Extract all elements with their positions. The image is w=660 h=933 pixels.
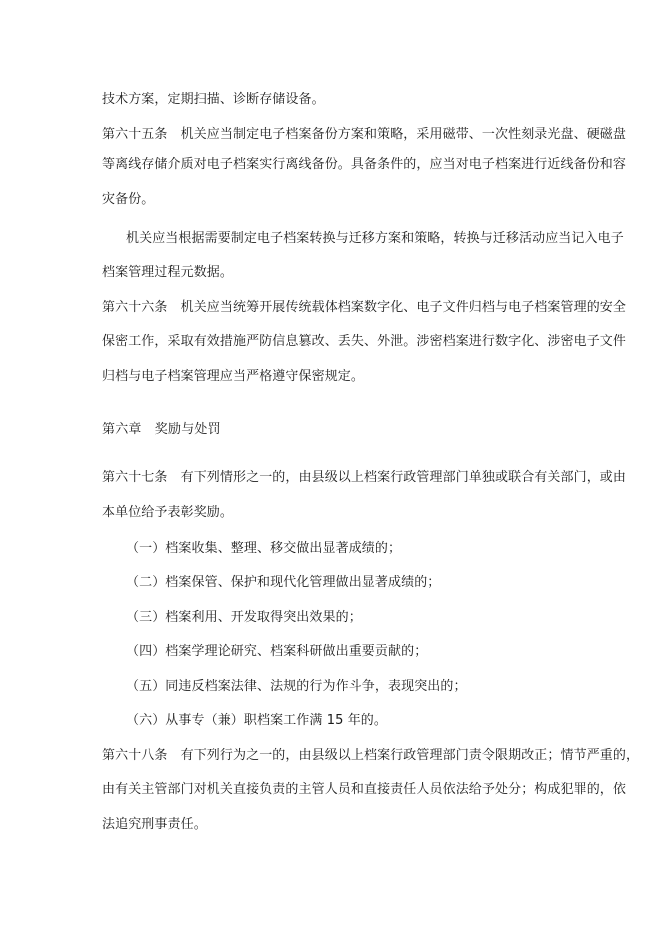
article-66-line-1: 第六十六条 机关应当统筹开展传统载体档案数字化、电子文件归档与电子档案管理的安全 bbox=[102, 300, 627, 315]
text-line: 技术方案，定期扫描、诊断存储设备。 bbox=[102, 92, 325, 107]
paragraph-line: 档案管理过程元数据。 bbox=[102, 265, 234, 280]
list-item: （六）从事专（兼）职档案工作满 15 年的。 bbox=[126, 713, 388, 728]
article-67-line-2: 本单位给予表彰奖励。 bbox=[102, 505, 234, 520]
list-item: （一）档案收集、整理、移交做出显著成绩的； bbox=[126, 541, 402, 556]
list-item: （五）同违反档案法律、法规的行为作斗争，表现突出的； bbox=[126, 679, 467, 694]
article-66-line-3: 归档与电子档案管理应当严格遵守保密规定。 bbox=[102, 369, 365, 384]
article-65-line-1: 第六十五条 机关应当制定电子档案备份方案和策略，采用磁带、一次性刻录光盘、硬磁盘 bbox=[102, 127, 627, 142]
list-item: （三）档案利用、开发取得突出效果的； bbox=[126, 610, 362, 625]
list-item: （四）档案学理论研究、档案科研做出重要贡献的； bbox=[126, 644, 428, 659]
chapter-heading: 第六章 奖励与处罚 bbox=[102, 422, 221, 437]
article-65-line-2: 等离线存储介质对电子档案实行离线备份。具备条件的，应当对电子档案进行近线备份和容 bbox=[102, 157, 627, 172]
article-66-line-2: 保密工作，采取有效措施严防信息篡改、丢失、外泄。涉密档案进行数字化、涉密电子文件 bbox=[102, 334, 627, 349]
article-68-line-1: 第六十八条 有下列行为之一的，由县级以上档案行政管理部门责令限期改正；情节严重的， bbox=[102, 748, 640, 763]
list-item: （二）档案保管、保护和现代化管理做出显著成绩的； bbox=[126, 575, 441, 590]
article-68-line-3: 法追究刑事责任。 bbox=[102, 817, 207, 832]
article-67-line-1: 第六十七条 有下列情形之一的，由县级以上档案行政管理部门单独或联合有关部门，或由 bbox=[102, 470, 627, 485]
article-65-line-3: 灾备份。 bbox=[102, 192, 155, 207]
paragraph-line: 机关应当根据需要制定电子档案转换与迁移方案和策略，转换与迁移活动应当记入电子 bbox=[126, 231, 624, 246]
article-68-line-2: 由有关主管部门对机关直接负责的主管人员和直接责任人员依法给予处分；构成犯罪的，依 bbox=[102, 782, 627, 797]
